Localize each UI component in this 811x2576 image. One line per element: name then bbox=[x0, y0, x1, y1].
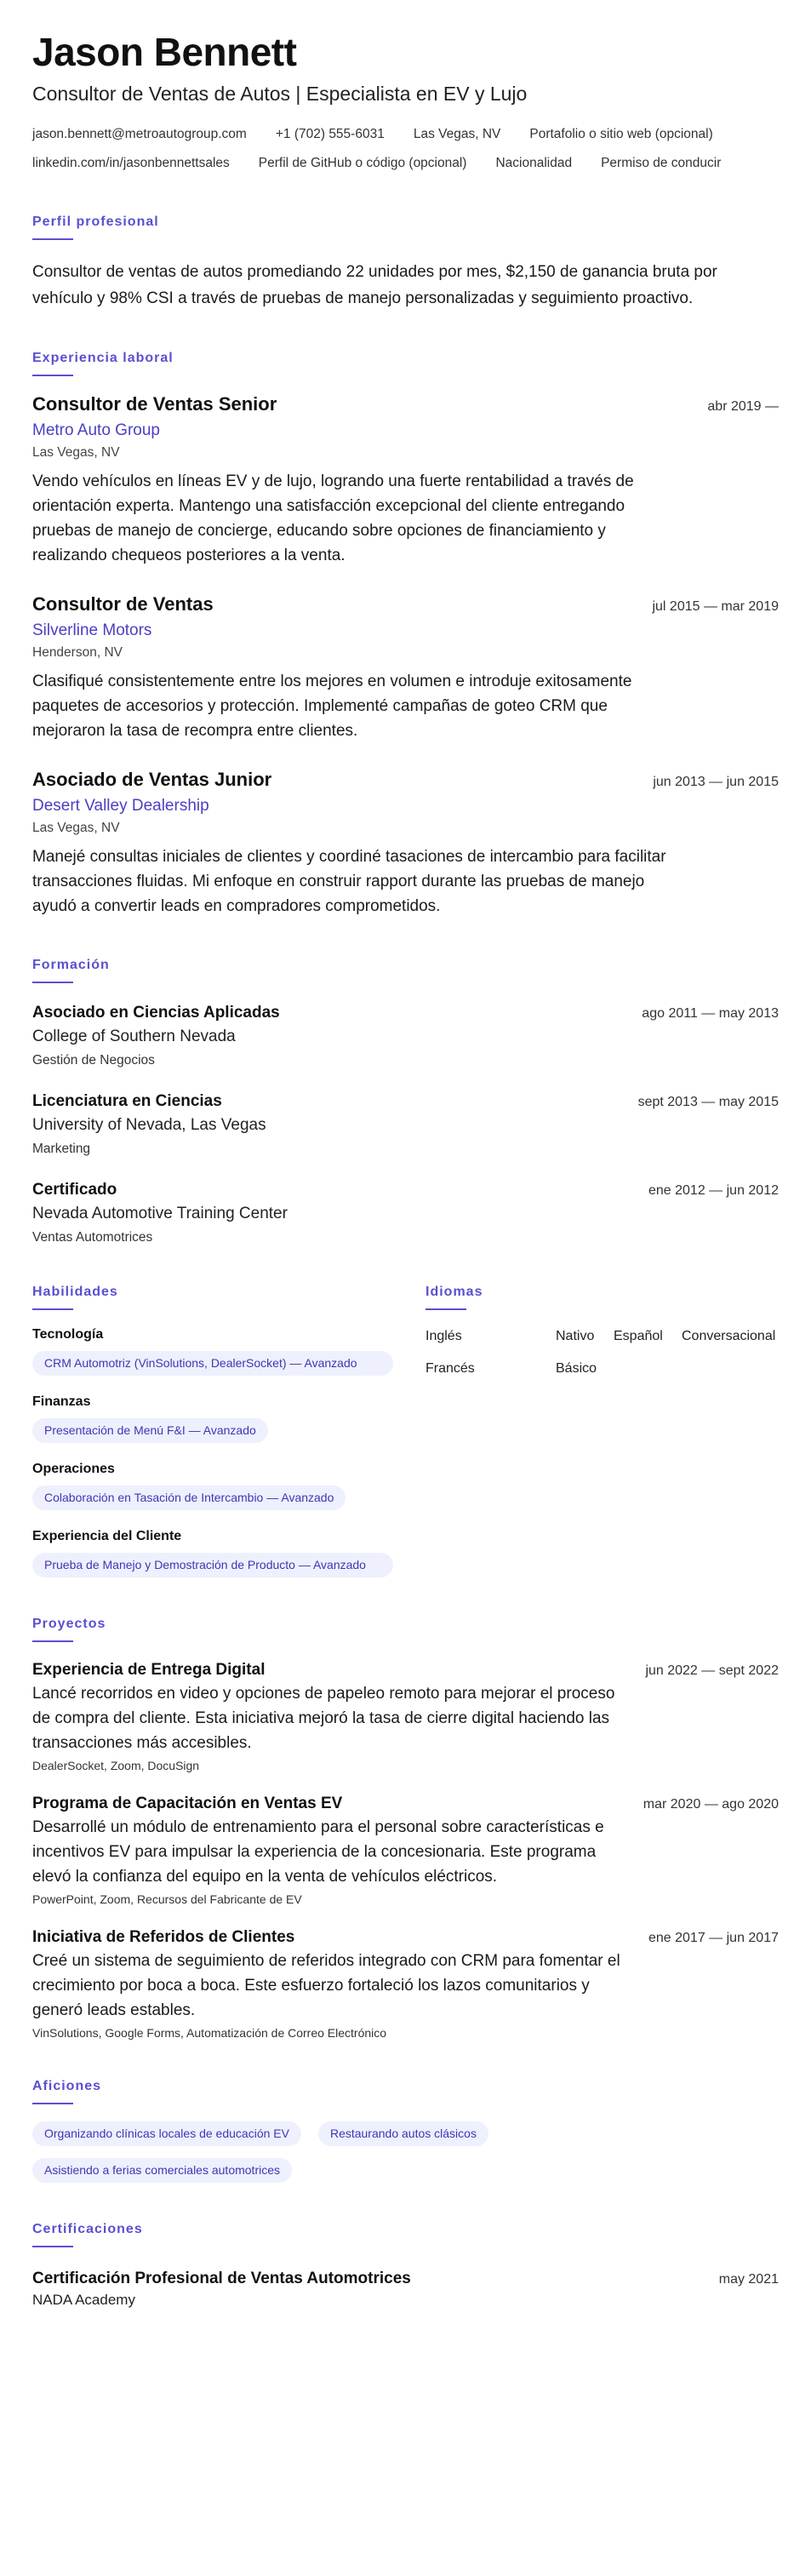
section-title: Idiomas bbox=[425, 1285, 483, 1310]
job-location: Las Vegas, NV bbox=[32, 444, 120, 460]
project-entry bbox=[32, 1661, 779, 1772]
job-entry bbox=[32, 393, 779, 568]
project-date: mar 2020 — ago 2020 bbox=[643, 1796, 779, 1812]
language-name: Inglés bbox=[425, 1328, 462, 1343]
job-company: Silverline Motors bbox=[32, 621, 152, 639]
education-school: Nevada Automotive Training Center bbox=[32, 1204, 288, 1222]
job-title: Consultor de Ventas bbox=[32, 592, 214, 615]
projects-section bbox=[32, 1577, 779, 2040]
job-description: Vendo vehículos en líneas EV y de lujo, logrando una fuerte rentabilidad a través de orientación experta. Mantengo una satisfacción excepcional del cliente entregando pruebas de manejo de concierge, educando sobre opciones de financiamiento y realizando chequeos posteriores a la venta. bbox=[32, 472, 634, 564]
job-location: Henderson, NV bbox=[32, 644, 123, 660]
summary-section bbox=[32, 175, 779, 312]
job-entry bbox=[32, 593, 779, 743]
project-description: Creé un sistema de seguimiento de referidos integrado con CRM para fomentar el crecimiento por boca a boca. Este esfuerzo fortaleció los lazos comunitarios y generó leads estables. bbox=[32, 1951, 620, 2019]
skill-group bbox=[32, 1394, 425, 1443]
skill-category: Operaciones bbox=[32, 1461, 115, 1476]
candidate-name: Jason Bennett bbox=[32, 30, 297, 74]
section-title: Habilidades bbox=[32, 1285, 118, 1310]
education-degree: Asociado en Ciencias Aplicadas bbox=[32, 1003, 280, 1022]
experience-section bbox=[32, 312, 779, 919]
education-degree: Licenciatura en Ciencias bbox=[32, 1091, 222, 1110]
project-entry bbox=[32, 1795, 779, 1906]
language-row bbox=[425, 1329, 779, 1344]
education-degree: Certificado bbox=[32, 1180, 117, 1199]
contact-nationality: Nacionalidad bbox=[495, 155, 573, 170]
contact-website[interactable]: Portafolio o sitio web (opcional) bbox=[529, 126, 713, 141]
section-title: Certificaciones bbox=[32, 2222, 143, 2247]
project-tools: VinSolutions, Google Forms, Automatización de Correo Electrónico bbox=[32, 2025, 387, 2040]
education-date: ene 2012 — jun 2012 bbox=[648, 1182, 779, 1198]
contact-linkedin[interactable]: linkedin.com/in/jasonbennettsales bbox=[32, 155, 230, 170]
job-date: abr 2019 — bbox=[707, 398, 779, 414]
project-list bbox=[32, 1661, 779, 2040]
skill-groups bbox=[32, 1327, 425, 1577]
education-date: sept 2013 — may 2015 bbox=[637, 1094, 779, 1109]
section-title: Formación bbox=[32, 958, 110, 983]
education-school: University of Nevada, Las Vegas bbox=[32, 1115, 266, 1134]
skill-group bbox=[32, 1529, 425, 1577]
education-entry bbox=[32, 1092, 779, 1157]
project-description: Lancé recorridos en video y opciones de papeleo remoto para mejorar el proceso de compra del cliente. Esta iniciativa mejoró la tasa de cierre digital haciendo las transacciones más accesibles. bbox=[32, 1684, 615, 1752]
job-description: Manejé consultas iniciales de clientes y coordiné tasaciones de intercambio para facilitar transacciones fluidas. Mi enfoque en construir rapport durante las pruebas de manejo ayudó a convertir leads en compradores comprometidos. bbox=[32, 847, 666, 915]
contact-list bbox=[32, 123, 798, 175]
summary-text: Consultor de ventas de autos promediando 22 unidades por mes, $2,150 de ganancia bruta por vehículo y 98% CSI a través de pruebas de manejo personalizadas y seguimiento proactivo. bbox=[32, 262, 717, 307]
language-name: Francés bbox=[425, 1360, 475, 1376]
skill-group bbox=[32, 1327, 425, 1376]
skills-section bbox=[32, 1245, 425, 1577]
education-list bbox=[32, 1004, 779, 1245]
job-date: jul 2015 — mar 2019 bbox=[652, 598, 779, 614]
contact-email[interactable]: jason.bennett@metroautogroup.com bbox=[32, 126, 247, 141]
project-entry bbox=[32, 1928, 779, 2040]
section-title: Aficiones bbox=[32, 2079, 101, 2104]
section-title: Experiencia laboral bbox=[32, 351, 174, 376]
job-location: Las Vegas, NV bbox=[32, 820, 120, 835]
candidate-headline: Consultor de Ventas de Autos | Especialista en EV y Lujo bbox=[32, 82, 528, 105]
project-tools: DealerSocket, Zoom, DocuSign bbox=[32, 1758, 200, 1772]
contact-location: Las Vegas, NV bbox=[413, 126, 501, 141]
job-description: Clasifiqué consistentemente entre los mejores en volumen e introduje exitosamente paquetes de accesorios y protección. Implementé campañas de goteo CRM que mejoraron la tasa de recompra entre clientes. bbox=[32, 672, 632, 740]
project-title: Programa de Capacitación en Ventas EV bbox=[32, 1794, 343, 1812]
education-section bbox=[32, 919, 779, 1245]
project-title: Experiencia de Entrega Digital bbox=[32, 1660, 266, 1679]
language-level: Básico bbox=[556, 1360, 597, 1376]
hobby-chip: Asistiendo a ferias comerciales automotrices bbox=[32, 2158, 292, 2183]
education-entry bbox=[32, 1181, 779, 1245]
skills-languages-row bbox=[32, 1245, 779, 1577]
education-field: Gestión de Negocios bbox=[32, 1052, 155, 1068]
skill-chip: CRM Automotriz (VinSolutions, DealerSocket) — Avanzado bbox=[32, 1351, 393, 1376]
language-name: Español bbox=[614, 1328, 663, 1343]
hobby-chip: Restaurando autos clásicos bbox=[318, 2121, 488, 2146]
job-title: Asociado de Ventas Junior bbox=[32, 768, 272, 790]
job-entry bbox=[32, 769, 779, 919]
language-row bbox=[425, 1361, 779, 1377]
skill-chip: Prueba de Manejo y Demostración de Producto — Avanzado bbox=[32, 1553, 393, 1577]
contact-phone[interactable]: +1 (702) 555-6031 bbox=[275, 126, 385, 141]
section-title: Proyectos bbox=[32, 1617, 106, 1642]
project-title: Iniciativa de Referidos de Clientes bbox=[32, 1927, 295, 1946]
skill-category: Experiencia del Cliente bbox=[32, 1528, 182, 1543]
hobbies-section bbox=[32, 2040, 779, 2183]
certification-entry bbox=[32, 2270, 779, 2309]
skill-chip: Presentación de Menú F&I — Avanzado bbox=[32, 1418, 268, 1443]
skill-category: Tecnología bbox=[32, 1326, 104, 1342]
certification-title: Certificación Profesional de Ventas Automotrices bbox=[32, 2269, 411, 2287]
project-date: jun 2022 — sept 2022 bbox=[645, 1663, 779, 1678]
contact-github[interactable]: Perfil de GitHub o código (opcional) bbox=[258, 155, 467, 170]
project-tools: PowerPoint, Zoom, Recursos del Fabricante de EV bbox=[32, 1892, 302, 1906]
certifications-section bbox=[32, 2183, 779, 2309]
certification-issuer: NADA Academy bbox=[32, 2291, 135, 2308]
education-entry bbox=[32, 1004, 779, 1068]
education-field: Ventas Automotrices bbox=[32, 1229, 153, 1245]
hobby-chip: Organizando clínicas locales de educación EV bbox=[32, 2121, 301, 2146]
education-date: ago 2011 — may 2013 bbox=[642, 1005, 779, 1021]
skill-group bbox=[32, 1462, 425, 1510]
language-list bbox=[425, 1329, 779, 1377]
certification-date: may 2021 bbox=[718, 2271, 779, 2287]
hobby-list bbox=[32, 2121, 560, 2183]
skill-chip: Colaboración en Tasación de Intercambio — Avanzado bbox=[32, 1485, 346, 1510]
project-description: Desarrollé un módulo de entrenamiento para el personal sobre características e incentivos EV para impulsar la experiencia de la concesionaria. Este programa elevó la confianza del equipo en la venta de vehículos eléctricos. bbox=[32, 1818, 604, 1886]
job-title: Consultor de Ventas Senior bbox=[32, 392, 277, 415]
skill-category: Finanzas bbox=[32, 1394, 91, 1409]
language-level: Conversacional bbox=[682, 1328, 776, 1343]
language-level: Nativo bbox=[556, 1328, 595, 1343]
job-list bbox=[32, 393, 779, 919]
education-field: Marketing bbox=[32, 1141, 91, 1156]
education-school: College of Southern Nevada bbox=[32, 1027, 236, 1045]
job-company: Desert Valley Dealership bbox=[32, 796, 209, 815]
project-date: ene 2017 — jun 2017 bbox=[648, 1930, 779, 1945]
section-title: Perfil profesional bbox=[32, 215, 159, 240]
job-company: Metro Auto Group bbox=[32, 421, 160, 439]
languages-section bbox=[425, 1245, 779, 1577]
job-date: jun 2013 — jun 2015 bbox=[653, 774, 779, 789]
resume-header bbox=[32, 31, 779, 175]
contact-license: Permiso de conducir bbox=[601, 155, 722, 170]
